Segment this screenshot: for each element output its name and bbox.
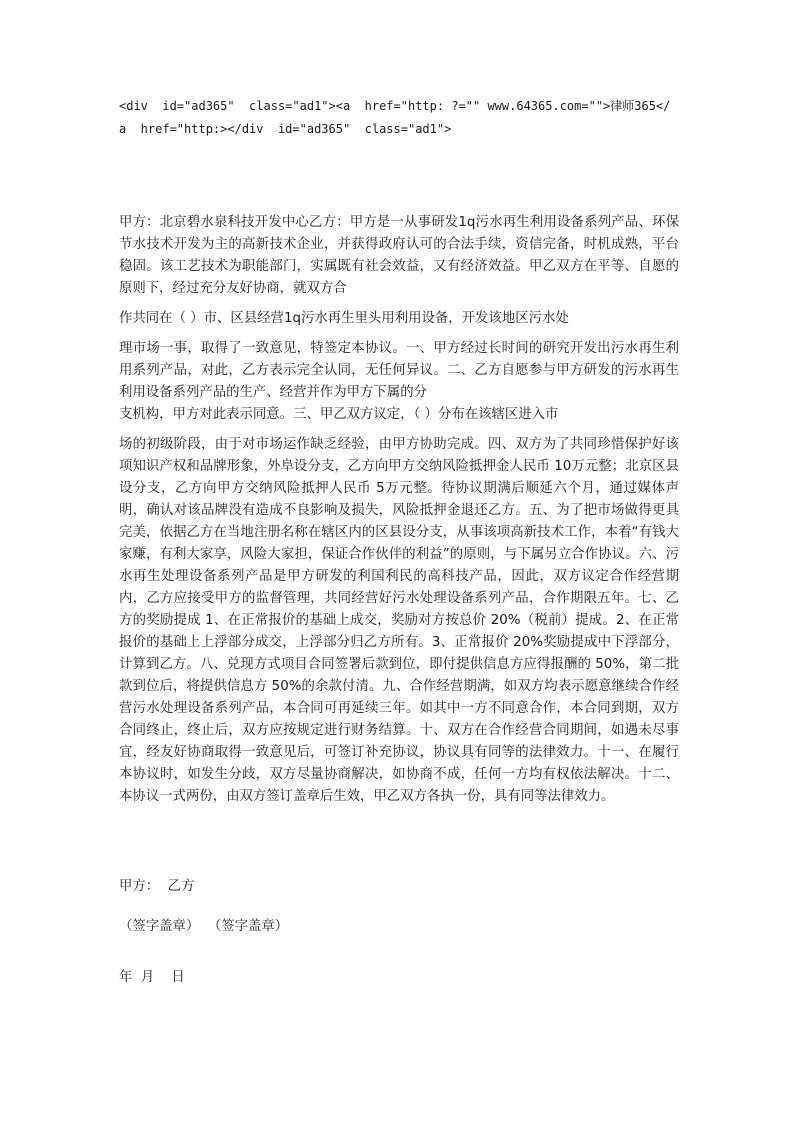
signature-parties-line: 甲方： 乙方 [119, 879, 195, 894]
agreement-paragraph-3: 理市场一事，取得了一致意见，特签定本协议。一、甲方经过长时间的研究开发出污水再生利用系列产品，对此，乙方表示完全认同，无任何异议。二、乙方自愿参与甲方研发的污水再生利用设备系列产品的生产、经营并作为甲方下属的分 [119, 341, 679, 400]
agreement-paragraph-1: 甲方：北京碧水泉科技开发中心乙方：甲方是一从事研发1q污水再生利用设备系列产品、环保节水技术开发为主的高新技术企业，并获得政府认可的合法手续，资信完备，时机成熟，平台稳固。该工艺技术为职能部门，实属既有社会效益，又有经济效益。甲乙双方在平等、自愿的原则下，经过充分友好协商，就双方合 [119, 215, 679, 296]
agreement-paragraph-2: 作共同在（ ）市、区县经营1q污水再生里头用利用设备，开发该地区污水处 [119, 311, 569, 326]
signature-date-line: 年 月 日 [119, 970, 185, 985]
agreement-paragraph-4: 支机构，甲方对此表示同意。三、甲乙双方议定，（ ）分布在该辖区进入市 [119, 407, 559, 422]
raw-html-code-line-1: <div id="ad365" class="ad1"><a href="http: ?="" www.64365.com="">律师365</ [119, 99, 671, 113]
agreement-paragraph-5: 场的初级阶段，由于对市场运作缺乏经验，由甲方协助完成。四、双方为了共同珍惜保护好该项知识产权和品牌形象，外阜设分支，乙方向甲方交纳风险抵押金人民币 10万元整；北京区县设分支，乙方向甲方交纳风险抵押人民币 5万元整。待协议期满后顺延六个月，通过媒体声明，确认对该品牌没有造成不良影响及损失，风险抵押金退还乙方。五、为了把市场做得更具完美，依据乙方在当地注册名称在辖区内的区县设分支，从事该项高新技术工作，本着“有钱大家赚，有利大家享，风险大家担，保证合作伙伴的利益”的原则，与下属另立合作协议。六、污水再生处理设备系列产品是甲方研发的利国利民的高科技产品，因此，双方议定合作经营期内，乙方应接受甲方的监督管理，共同经营好污水处理设备系列产品，合作期限五年。七、乙方的奖励提成 1、在正常报价的基础上成交，奖励对方按总价 20%（税前）提成。2、在正常报价的基础上上浮部分成交，上浮部分归乙方所有。3、正常报价 20%奖励提成中下浮部分，计算到乙方。八、兑现方式项目合同签署后款到位，即付提供信息方应得报酬的 50%，第二批款到位后，将提供信息方 50%的余款付清。九、合作经营期满，如双方均表示愿意继续合作经营污水处理设备系列产品，本合同可再延续三年。如其中一方不同意合作，本合同到期，双方合同终止，终止后，双方应按规定进行财务结算。十、双方在合作经营合同期间，如遇未尽事宜，经友好协商取得一致意见后，可签订补充协议，协议具有同等的法律效力。十一、在履行本协议时，如发生分歧，双方尽量协商解决，如协商不成，任何一方均有权依法解决。十二、本协议一式两份，由双方签订盖章后生效，甲乙双方各执一份，具有同等法律效力。 [119, 437, 679, 804]
signature-seal-line: （签字盖章） （签字盖章） [119, 919, 289, 934]
raw-html-code-line-2: a href="http:></div id="ad365" class="ad1"> [119, 122, 452, 136]
